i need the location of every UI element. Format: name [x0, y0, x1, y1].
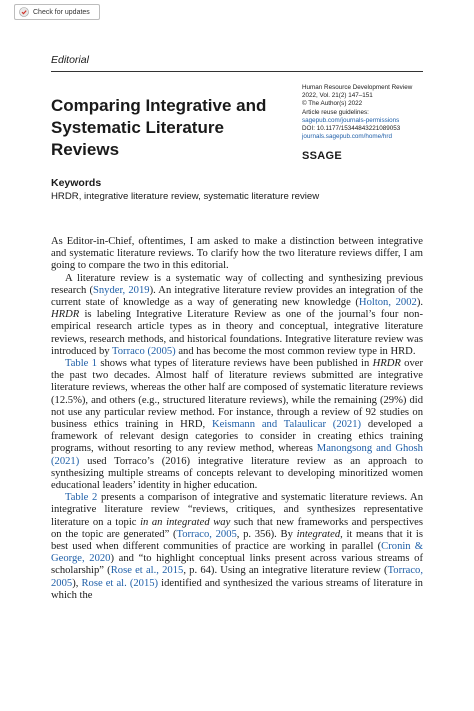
doi: DOI: 10.1177/15344843221089053 [302, 125, 401, 133]
check-for-updates-label: Check for updates [33, 8, 90, 16]
body-paragraph: Table 1 shows what types of literature reviews have been published in HRDR over the past two decades. Almost half of literature reviews submitted are integrative literature reviews, whereas the other half are composed of systematic literature reviews (12.5%), and others (e.g., structured literature reviews), while the remaining (29%) did not use any particular review method. For instance, through a review of 92 studies on business ethics training in HRD, Keismann and Talaulicar (2021) developed a framework of relevant design categories to consider in creating ethics training programs, without resorting to any review method, whereas Manongsong and Ghosh (2021) used Torraco’s (2016) integrative literature review as an approach to synthesizing multiple streams of concepts relevant to developing minoritized women educational leaders’ identity in higher education. [51, 358, 423, 492]
journal-name: Human Resource Development Review [302, 84, 413, 91]
body-paragraph: As Editor-in-Chief, oftentimes, I am asked to make a distinction between integrative and systematic literature reviews. To clarify how the two literature reviews differ, I am going to compare the two in this editorial. [51, 236, 423, 272]
italic-text: HRDR [51, 309, 80, 321]
copyright: © The Author(s) 2022 [302, 100, 363, 108]
article-metadata [302, 84, 442, 141]
article-body [51, 236, 423, 602]
section-label: Editorial [51, 54, 89, 66]
citation-link[interactable]: Torraco, 2005 [51, 565, 423, 589]
citation-link[interactable]: Table 1 [65, 358, 98, 370]
italic-text: HRDR [372, 358, 401, 370]
keywords-list: HRDR, integrative literature review, systematic literature review [51, 191, 320, 202]
publisher-logo [302, 150, 342, 162]
citation-link[interactable]: Torraco (2005) [112, 345, 176, 357]
journal-home-link[interactable]: journals.sagepub.com/home/hrd [302, 133, 392, 141]
italic-text: in an integrated way [140, 516, 231, 528]
citation-link[interactable]: Keismann and Talaulicar (2021) [212, 419, 362, 431]
citation-link[interactable]: Rose et al. (2015) [81, 577, 159, 589]
body-paragraph: A literature review is a systematic way of collecting and synthesizing previous research (Snyder, 2019). An integrative literature review provides an integration of the current state of knowledge as a way of generating new knowledge (Holton, 2002). HRDR is labeling Integrative Literature Review as one of the journal’s four non-empirical research article types as in theory and conceptual, integrative literature reviews, research methods, and historical foundations. Integrative literature review was introduced by Torraco (2005) and has become the most common review type in HRD. [51, 272, 423, 357]
reuse-link[interactable]: sagepub.com/journals-permissions [302, 116, 400, 124]
journal-issue: 2022, Vol. 21(2) 147–151 [302, 92, 373, 100]
citation-link[interactable]: Cronin & George, 2020 [51, 541, 423, 565]
header-rule [51, 71, 423, 72]
keywords-heading: Keywords [51, 177, 102, 189]
article-title: Comparing Integrative and Systematic Literature Reviews [51, 96, 267, 159]
citation-link[interactable]: Table 2 [65, 492, 98, 504]
check-updates-icon [19, 7, 29, 17]
citation-link[interactable]: Holton, 2002 [358, 297, 417, 309]
italic-text: integrated [296, 528, 341, 540]
citation-link[interactable]: Manongsong and Ghosh (2021) [51, 443, 423, 467]
body-paragraph: Table 2 presents a comparison of integrative and systematic literature reviews. An integrative literature review “reviews, critiques, and synthesizes representative literature on a topic in an integrated way such that new frameworks and perspectives on the topic are generated” (Torraco, 2005, p. 356). By integrated, it means that it is best used when different communities of practice are working in parallel (Cronin & George, 2020) and “to highlight conceptual links present across various streams of scholarship” (Rose et al., 2015, p. 64). Using an integrative literature review (Torraco, 2005), Rose et al. (2015) identified and synthesized the various streams of literature in which the [51, 492, 424, 601]
citation-link[interactable]: Rose et al., 2015 [110, 565, 184, 577]
publisher-logo-text: SSAGE [302, 150, 343, 162]
citation-link[interactable]: Torraco, 2005 [176, 528, 237, 540]
reuse-label: Article reuse guidelines: [302, 108, 369, 116]
citation-link[interactable]: Snyder, 2019 [92, 284, 150, 296]
check-for-updates-button[interactable] [14, 4, 100, 20]
